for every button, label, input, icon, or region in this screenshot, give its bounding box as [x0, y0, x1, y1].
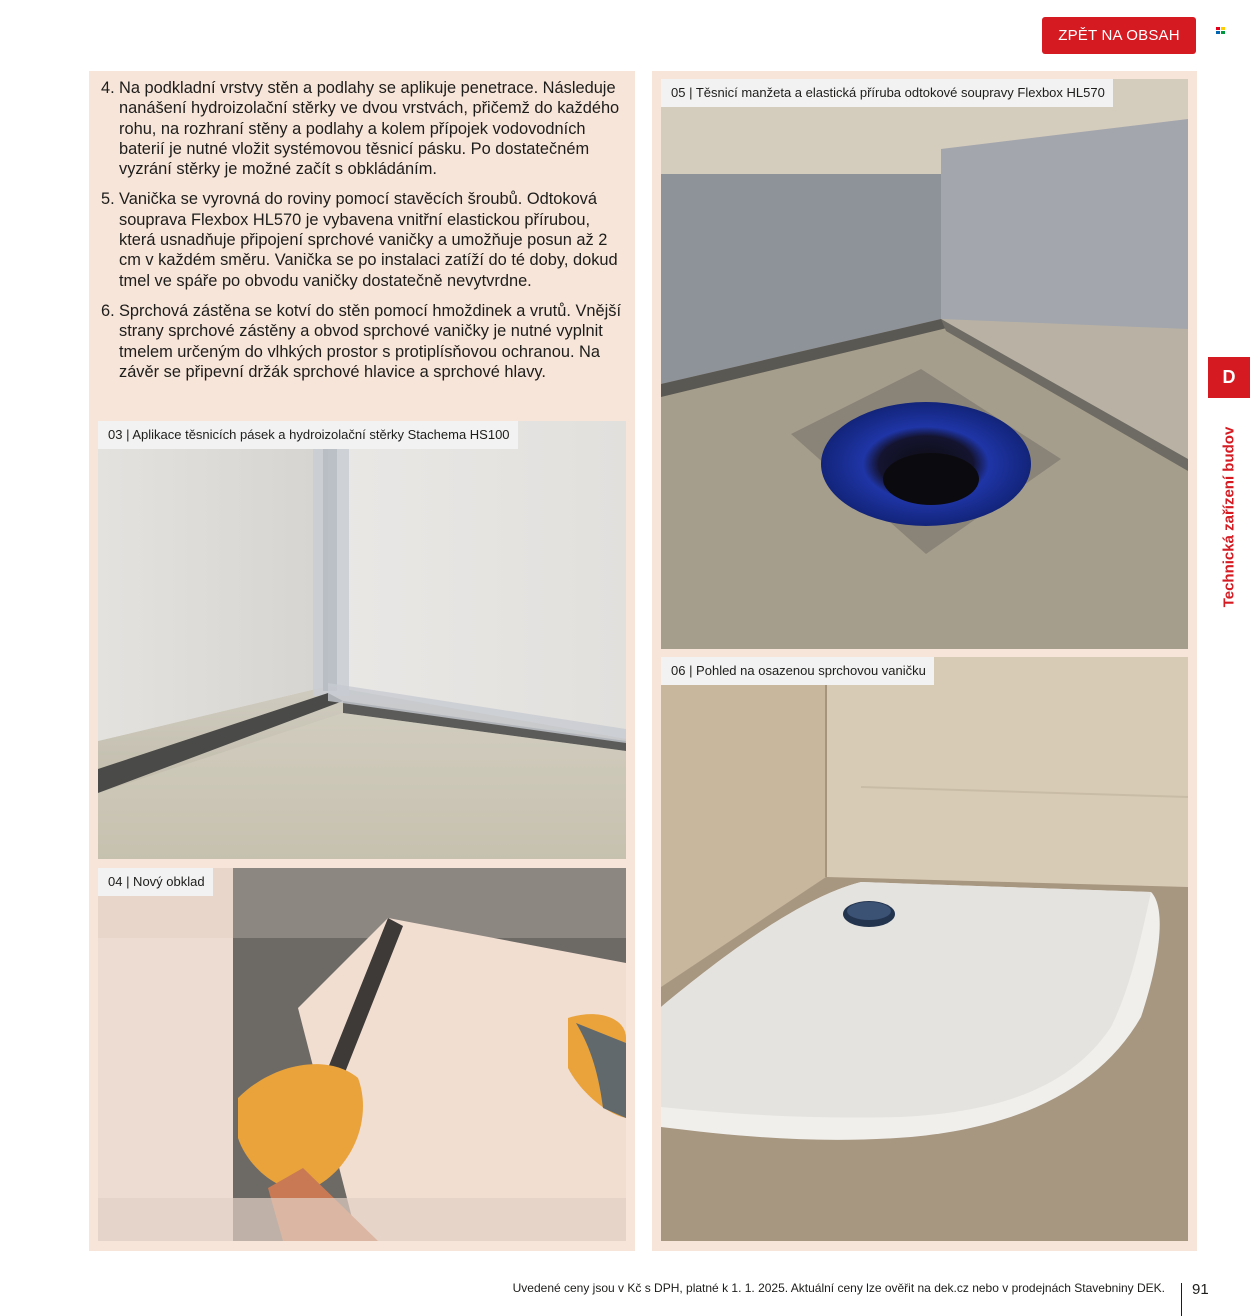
step-6: 6. Sprchová zástěna se kotví do stěn pomocí hmoždinek a vrutů. Vnější strany sprchové zástěny a obvod sprchové vaničky je nutné vyplnit tmelem určeným do vlhkých prostor s protiplísňovou ochranou. Na závěr se připevní držák sprchové hlavice a sprchové hlavy. — [101, 301, 622, 381]
section-tab-d[interactable]: D — [1208, 357, 1250, 398]
photo-caption-05: 05 | Těsnicí manžeta a elastická příruba odtokové soupravy Flexbox HL570 — [661, 79, 1113, 107]
photo-caption-03: 03 | Aplikace těsnicích pásek a hydroizolační stěrky Stachema HS100 — [98, 421, 518, 449]
drain-seal-illustration — [661, 79, 1188, 649]
photo-new-tiling — [98, 868, 626, 1241]
step-5: 5. Vanička se vyrovná do roviny pomocí stavěcích šroubů. Odtoková souprava Flexbox HL570 je vybavena vnitřní elastickou přírubou, která usnadňuje připojení sprchové vaničky a umožňuje posun až 2 cm v každém směru. Vanička se po instalaci zatíží do té doby, dokud tmel ve spáře po obvodu vaničky dostatečně nevytvrdne. — [101, 190, 618, 290]
price-note: Uvedené ceny jsou v Kč s DPH, platné k 1. 1. 2025. Aktuální ceny lze ověřit na dek.cz nebo v prodejnách Stavebniny DEK. — [512, 1281, 1165, 1295]
instruction-steps — [101, 78, 631, 392]
photo-installed-tray — [661, 657, 1188, 1241]
step-4-text: Na podkladní vrstvy stěn a podlahy se aplikuje penetrace. Následuje nanášení hydroizolační stěrky ve dvou vrstvách, přičemž do každého rohu, na rozhraní stěny a podlahy a kolem přípojek vodovodních baterií je nutné vložit systémovou těsnicí pásku. Po dostatečném vyzrání stěrky je možné začít s obkládáním. — [119, 79, 620, 179]
waterproofing-illustration — [98, 421, 626, 859]
photo-drain-seal — [661, 79, 1188, 649]
photo-waterproofing — [98, 421, 626, 859]
tiling-illustration — [98, 868, 626, 1241]
photo-caption-06: 06 | Pohled na osazenou sprchovou vaničku — [661, 657, 934, 685]
shower-tray-illustration — [661, 657, 1188, 1241]
step-5-text: Vanička se vyrovná do roviny pomocí stavěcích šroubů. Odtoková souprava Flexbox HL570 je vybavena vnitřní elastickou přírubou, která usnadňuje připojení sprchové vaničky a umožňuje posun až 2 cm v každém směru. Vanička se po instalaci zatíží do té doby, dokud tmel ve spáře po obvodu vaničky dostatečně nevytvrdne. — [119, 190, 618, 290]
footer-divider — [1181, 1283, 1182, 1316]
step-6-text: Sprchová zástěna se kotví do stěn pomocí hmoždinek a vrutů. Vnější strany sprchové zástěny a obvod sprchové vaničky je nutné vyplnit tmelem určeným do vlhkých prostor s protiplísňovou ochranou. Na závěr se připevní držák sprchové hlavice a sprchové hlavy. — [119, 301, 622, 381]
brand-mark-icon — [1216, 27, 1225, 34]
page-number: 91 — [1192, 1281, 1209, 1298]
step-4: 4. Na podkladní vrstvy stěn a podlahy se aplikuje penetrace. Následuje nanášení hydroizolační stěrky ve dvou vrstvách, přičemž do každého rohu, na rozhraní stěny a podlahy a kolem přípojek vodovodních baterií je nutné vložit systémovou těsnicí pásku. Po dostatečném vyzrání stěrky je možné začít s obkládáním. — [101, 79, 620, 179]
photo-caption-04: 04 | Nový obklad — [98, 868, 213, 896]
back-to-contents-button[interactable]: ZPĚT NA OBSAH — [1042, 17, 1196, 54]
